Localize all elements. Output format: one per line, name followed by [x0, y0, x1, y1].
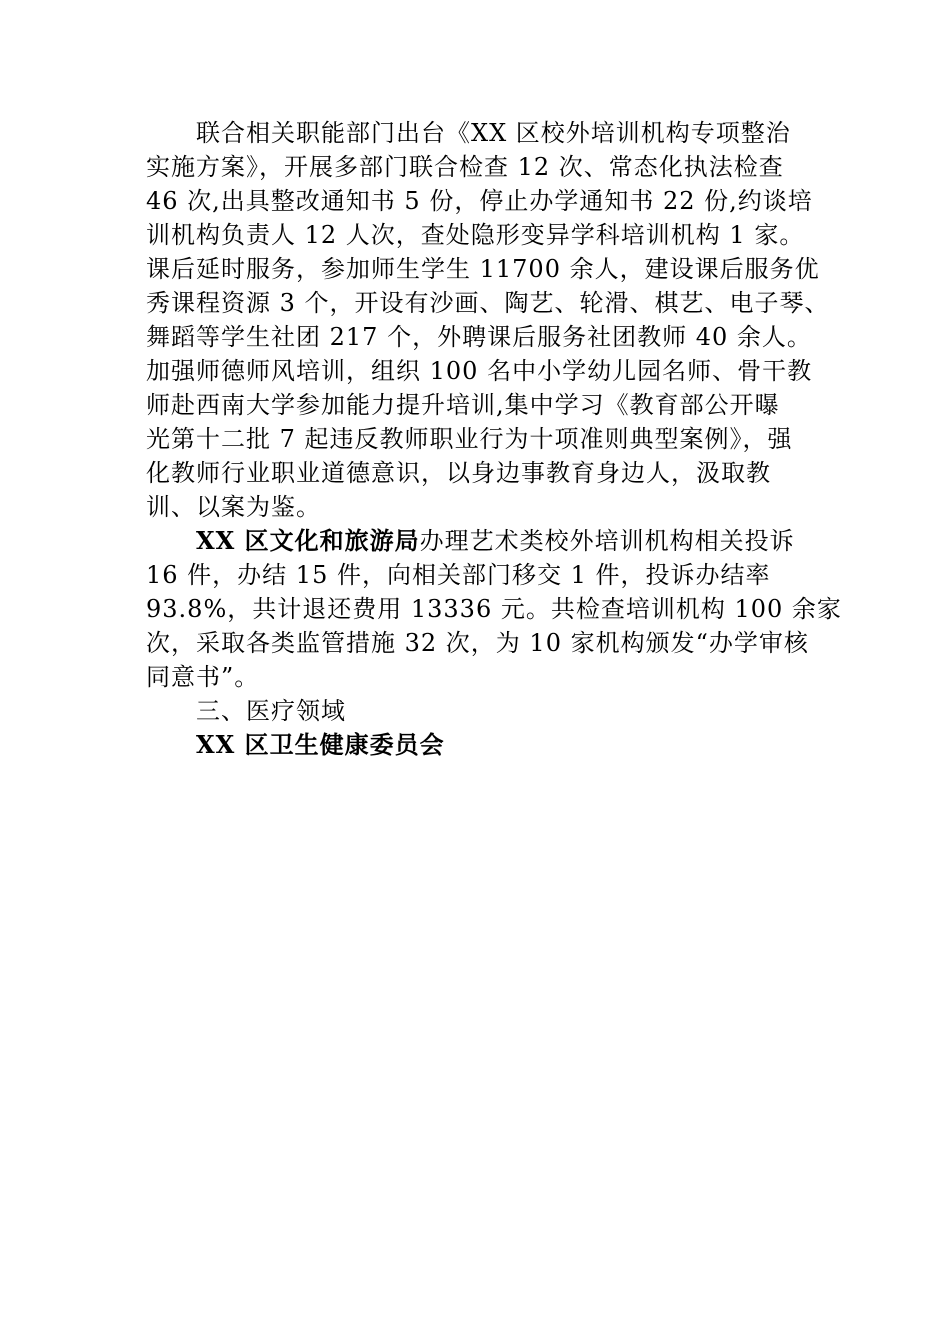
paragraph-line: 秀课程资源 3 个，开设有沙画、陶艺、轮滑、棋艺、电子琴、 — [146, 289, 830, 317]
paragraph-line: 化教师行业职业道德意识，以身边事教育身边人，汲取教 — [146, 459, 771, 487]
paragraph-line: 舞蹈等学生社团 217 个，外聘课后服务社团教师 40 余人。 — [146, 323, 812, 351]
paragraph-line: 93.8%，共计退还费用 13336 元。共检查培训机构 100 余家 — [146, 595, 842, 623]
paragraph-line: 课后延时服务，参加师生学生 11700 余人，建设课后服务优 — [146, 255, 820, 283]
document-body — [146, 116, 842, 762]
section-heading: 三、医疗领域 — [196, 697, 346, 725]
paragraph-line: 光第十二批 7 起违反教师职业行为十项准则典型案例》，强 — [146, 425, 793, 453]
paragraph-line: 训、以案为鉴。 — [146, 493, 321, 521]
paragraph-line: 训机构负责人 12 人次，查处隐形变异学科培训机构 1 家。 — [146, 221, 805, 249]
paragraph-line: 实施方案》，开展多部门联合检查 12 次、常态化执法检查 — [146, 153, 784, 181]
paragraph-line: 16 件，办结 15 件，向相关部门移交 1 件，投诉办结率 — [146, 561, 771, 589]
paragraph-line: XX 区文化和旅游局办理艺术类校外培训机构相关投诉 — [196, 526, 795, 555]
agency-heading: XX 区卫生健康委员会 — [196, 730, 445, 759]
paragraph-line: 46 次,出具整改通知书 5 份，停止办学通知书 22 份,约谈培 — [146, 187, 813, 215]
paragraph-line: 联合相关职能部门出台《XX 区校外培训机构专项整治 — [196, 119, 791, 147]
agency-name-bold: XX 区文化和旅游局 — [196, 526, 420, 555]
paragraph-line: 次，采取各类监管措施 32 次，为 10 家机构颁发“办学审核 — [146, 629, 809, 657]
paragraph-line: 师赴西南大学参加能力提升培训,集中学习《教育部公开曝 — [146, 391, 780, 419]
paragraph-line: 同意书”。 — [146, 663, 260, 691]
paragraph-line: 加强师德师风培训，组织 100 名中小学幼儿园名师、骨干教 — [146, 357, 813, 385]
